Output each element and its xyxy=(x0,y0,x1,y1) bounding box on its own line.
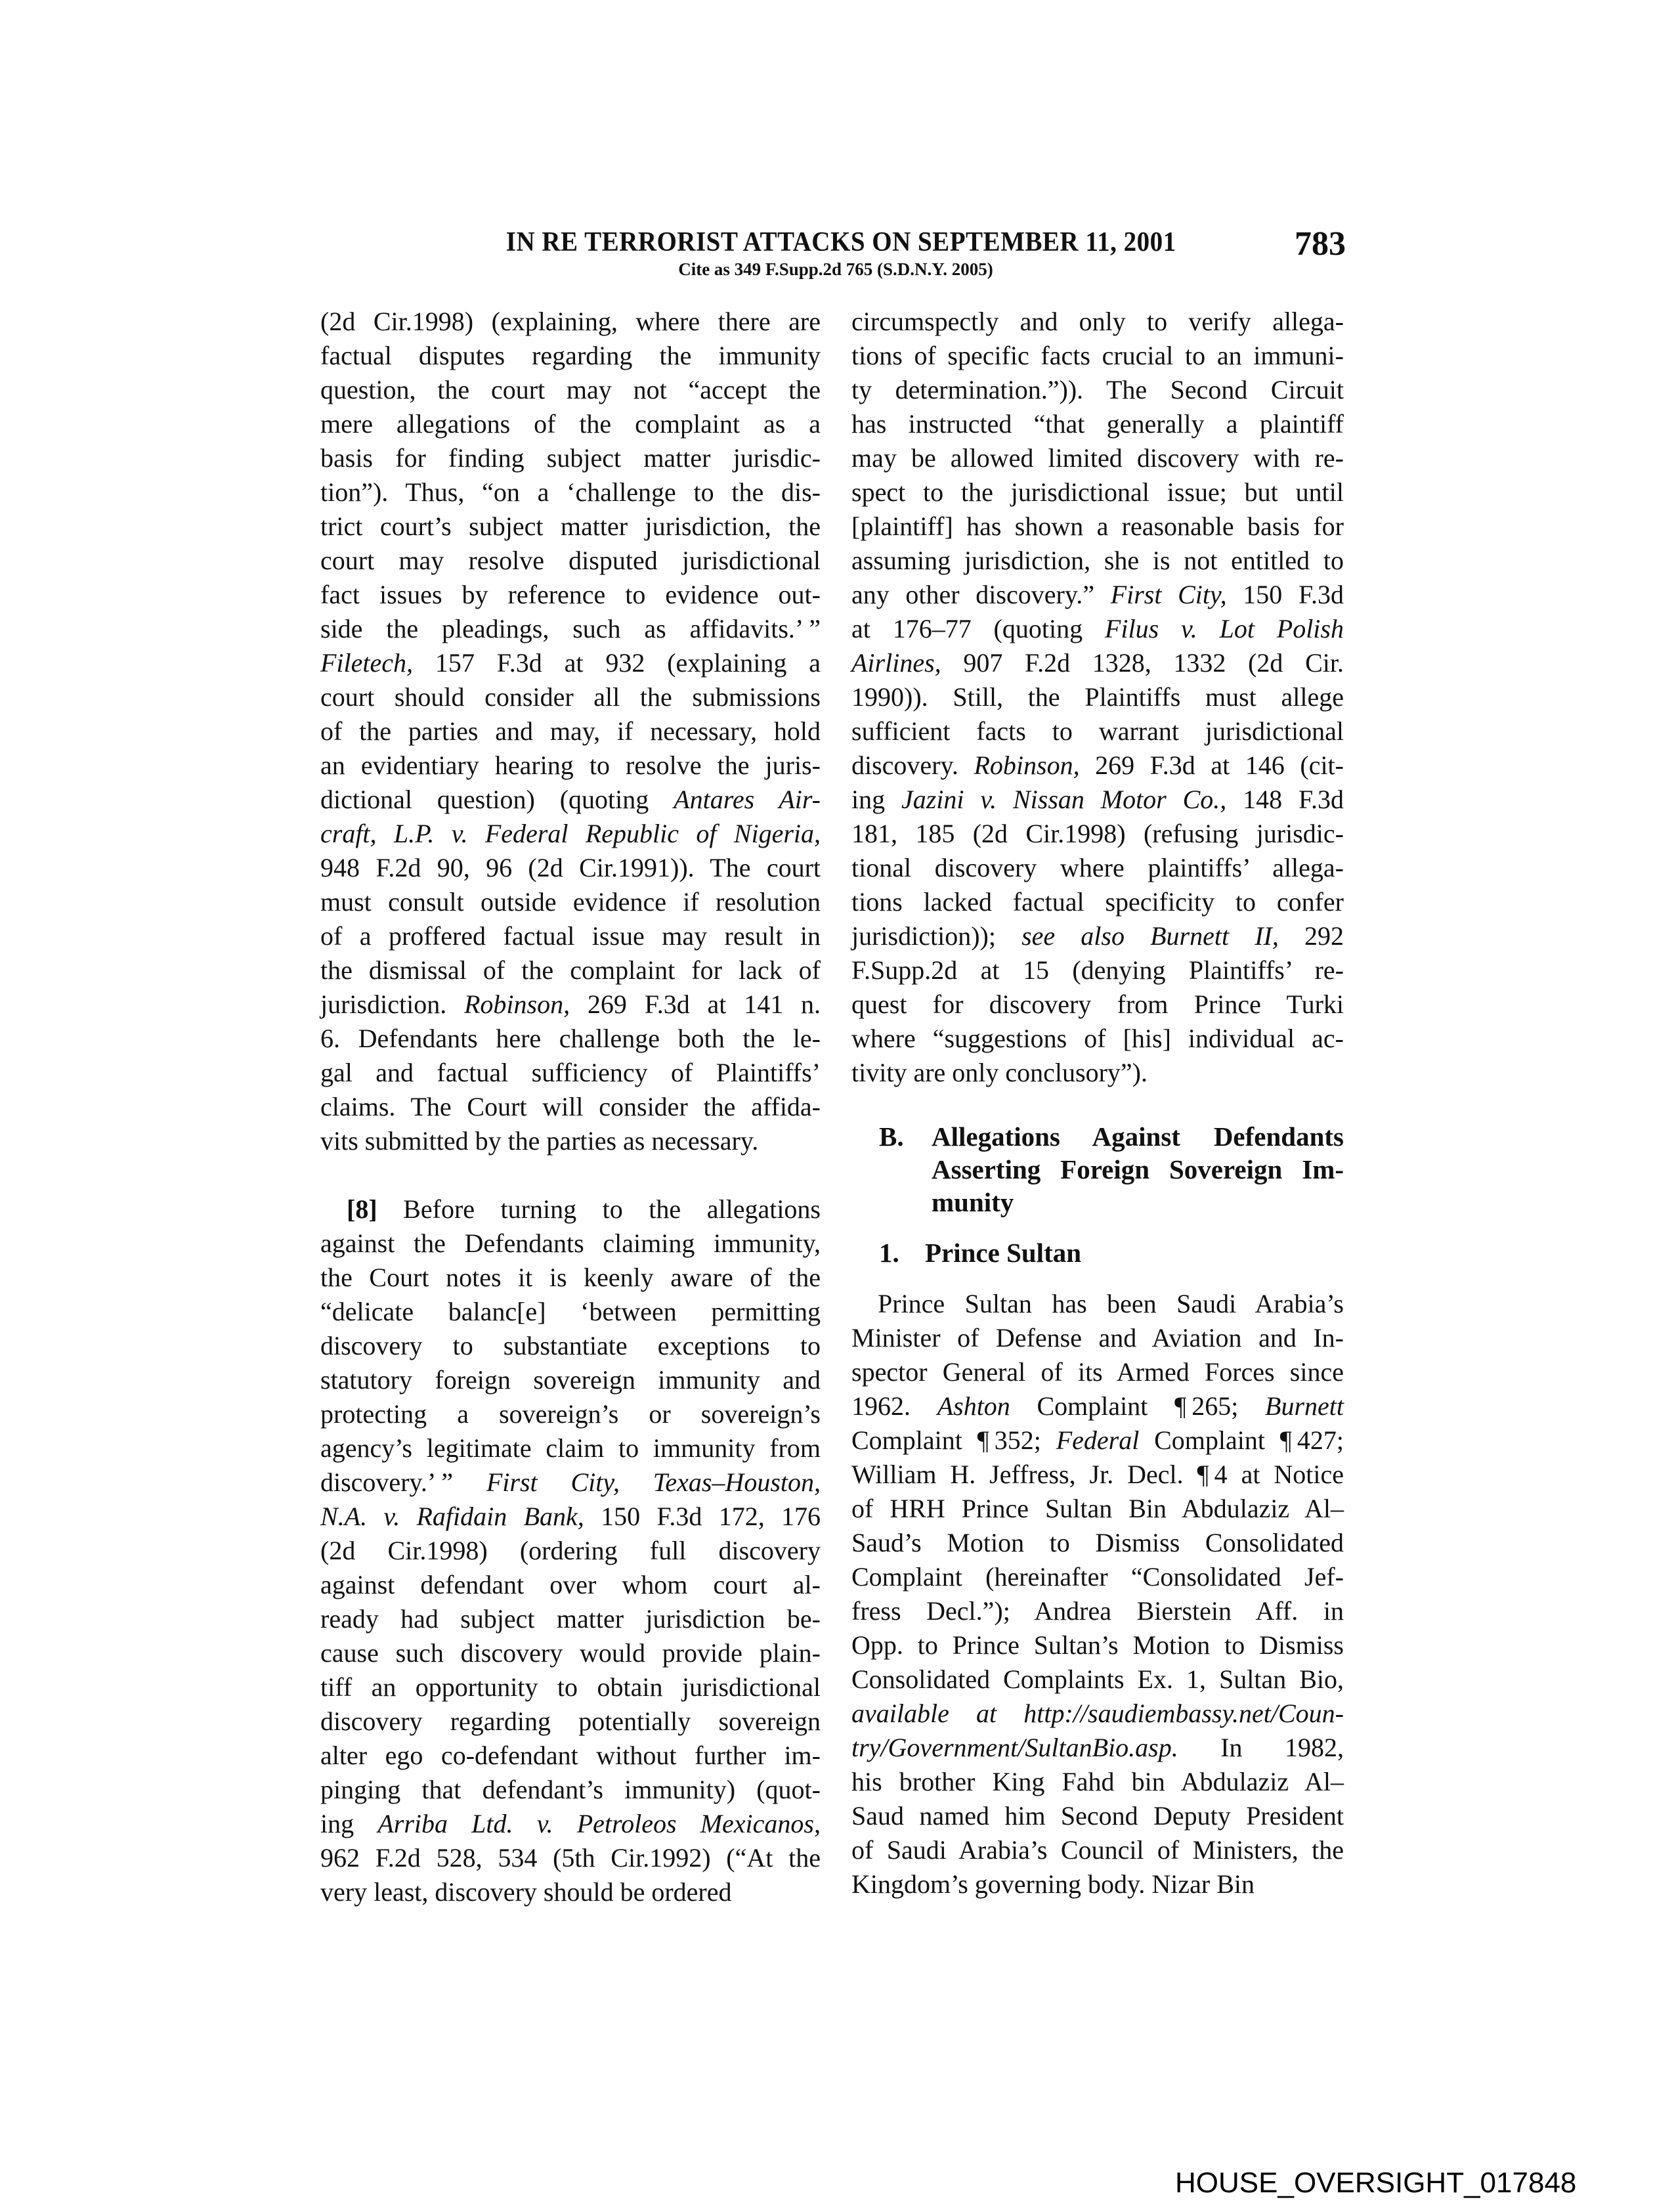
text-line xyxy=(320,1192,821,1226)
case-name: Arriba Ltd. v. Petroleos Mexicanos, xyxy=(377,1809,821,1838)
text-line xyxy=(320,1465,821,1500)
text-line xyxy=(851,646,1344,680)
line-text: has instructed “that generally a plaintiff xyxy=(851,409,1344,439)
case-name: First City, Texas–Houston, xyxy=(486,1467,821,1497)
text-line xyxy=(851,373,1344,407)
text-line xyxy=(320,1056,821,1090)
line-text: F.Supp.2d at 15 (denying Plaintiffs’ re- xyxy=(851,955,1344,985)
line-text: 292 xyxy=(1278,921,1344,951)
line-text: very least, discovery should be ordered xyxy=(320,1877,732,1907)
text-line xyxy=(851,817,1344,851)
text-line xyxy=(320,1670,821,1704)
line-text: court should consider all the submissions xyxy=(320,682,821,712)
section-title xyxy=(851,1120,1344,1219)
line-text: Opp. to Prince Sultan’s Motion to Dismiss xyxy=(851,1630,1344,1660)
line-text: ing xyxy=(851,785,901,814)
line-text: court may resolve disputed jurisdictional xyxy=(320,546,821,575)
left-column xyxy=(320,305,821,1909)
text-line xyxy=(851,1662,1344,1697)
text-line xyxy=(851,783,1344,817)
text-line xyxy=(851,680,1344,714)
line-text: Consolidated Complaints Ex. 1, Sultan Bio, xyxy=(851,1664,1344,1694)
line-text: statutory foreign sovereign immunity and xyxy=(320,1365,821,1395)
section-label: B. xyxy=(879,1121,904,1152)
line-text: against the Defendants claiming immunity, xyxy=(320,1228,821,1258)
line-text: discovery to substantiate exceptions to xyxy=(320,1331,821,1360)
line-text: Minister of Defense and Aviation and In- xyxy=(851,1323,1344,1353)
case-name: First City, xyxy=(1110,580,1227,609)
line-text: 948 F.2d 90, 96 (2d Cir.1991)). The court xyxy=(320,853,821,882)
line-text: 6. Defendants here challenge both the le- xyxy=(320,1024,821,1053)
subsection-label: 1. xyxy=(879,1238,899,1268)
line-text: ing xyxy=(320,1809,378,1838)
line-text: the Court notes it is keenly aware of the xyxy=(320,1263,821,1292)
case-name: Airlines, xyxy=(851,648,941,678)
text-line xyxy=(320,1295,821,1329)
text-line xyxy=(851,1321,1344,1355)
line-text: [plaintiff] has shown a reasonable basis for xyxy=(851,511,1344,541)
paragraph xyxy=(320,1192,821,1909)
line-text: claims. The Court will consider the affida- xyxy=(320,1092,821,1121)
line-text: dictional question) (quoting xyxy=(320,785,674,814)
running-head xyxy=(481,226,1190,280)
line-text: mere allegations of the complaint as a xyxy=(320,409,821,439)
line-text: (2d Cir.1998) (explaining, where there are xyxy=(320,307,821,336)
text-line xyxy=(320,885,821,919)
line-text: 157 F.3d at 932 (explaining a xyxy=(413,648,821,678)
line-text: question, the court may not “accept the xyxy=(320,375,821,404)
text-line xyxy=(320,1022,821,1056)
text-line xyxy=(851,1458,1344,1492)
text-line xyxy=(851,578,1344,612)
line-text: of a proffered factual issue may result in xyxy=(320,921,821,951)
case-name: Burnett xyxy=(1265,1391,1344,1421)
line-text: protecting a sovereign’s or sovereign’s xyxy=(320,1399,821,1429)
text-line xyxy=(851,544,1344,578)
line-text: may be allowed limited discovery with re- xyxy=(851,443,1344,473)
text-line xyxy=(851,953,1344,987)
line-text: 907 F.2d 1328, 1332 (2d Cir. xyxy=(941,648,1344,678)
line-text: of Saudi Arabia’s Council of Ministers, the xyxy=(851,1835,1344,1865)
line-text: 962 F.2d 528, 534 (5th Cir.1992) (“At the xyxy=(320,1843,821,1873)
line-text: sufficient facts to warrant jurisdictional xyxy=(851,716,1344,746)
case-name: N.A. v. Rafidain Bank, xyxy=(320,1502,584,1531)
line-text: Complaint ¶ 265; xyxy=(1010,1391,1266,1421)
section-title-line: munity xyxy=(932,1187,1014,1217)
headnote-marker: [8] xyxy=(347,1194,377,1224)
text-line xyxy=(320,510,821,544)
text-line xyxy=(851,1355,1344,1389)
case-title: IN RE TERRORIST ATTACKS ON SEPTEMBER 11, 2001 xyxy=(505,227,1176,257)
text-line xyxy=(851,1423,1344,1458)
text-line xyxy=(320,1773,821,1807)
text-line xyxy=(320,919,821,953)
line-text: an evidentiary hearing to resolve the juris- xyxy=(320,750,821,780)
line-text: spect to the jurisdictional issue; but until xyxy=(851,477,1344,507)
line-text: fress Decl.”); Andrea Bierstein Aff. in xyxy=(851,1596,1344,1626)
case-name: Filetech, xyxy=(320,648,414,678)
text-line xyxy=(320,748,821,783)
line-text: 269 F.3d at 141 n. xyxy=(570,989,821,1019)
text-line xyxy=(320,339,821,373)
case-name: craft, L.P. v. Federal Republic of Nigeria, xyxy=(320,819,821,848)
line-text: of HRH Prince Sultan Bin Abdulaziz Al– xyxy=(851,1494,1344,1523)
section-title-line: Allegations Against Defendants xyxy=(932,1121,1344,1152)
line-text: tivity are only conclusory”). xyxy=(851,1058,1148,1087)
text-line xyxy=(320,1500,821,1534)
text-line xyxy=(320,544,821,578)
section-heading xyxy=(851,1120,1344,1219)
text-line xyxy=(851,1022,1344,1056)
line-text: spector General of its Armed Forces since xyxy=(851,1357,1344,1387)
text-line xyxy=(320,1261,821,1295)
line-text: Prince Sultan has been Saudi Arabia’s xyxy=(878,1289,1344,1318)
line-text: any other discovery.” xyxy=(851,580,1111,609)
text-line xyxy=(851,1492,1344,1526)
text-line xyxy=(320,1704,821,1739)
line-text: vits submitted by the parties as necessary. xyxy=(320,1126,759,1156)
text-line xyxy=(851,1560,1344,1594)
line-text: must consult outside evidence if resolution xyxy=(320,887,821,917)
text-line xyxy=(320,441,821,475)
text-line xyxy=(851,305,1344,339)
line-text: tion”). Thus, “on a ‘challenge to the dis- xyxy=(320,477,821,507)
line-text: cause such discovery would provide plain- xyxy=(320,1638,821,1668)
line-text: (2d Cir.1998) (ordering full discovery xyxy=(320,1536,821,1565)
text-line xyxy=(320,680,821,714)
case-name: Federal xyxy=(1056,1425,1140,1455)
text-line xyxy=(320,1841,821,1875)
text-line xyxy=(320,817,821,851)
line-text: of the parties and may, if necessary, hold xyxy=(320,716,821,746)
text-line xyxy=(851,1594,1344,1628)
paragraph xyxy=(851,1287,1344,1901)
line-text: 1990)). Still, the Plaintiffs must allege xyxy=(851,682,1344,712)
text-line xyxy=(851,1867,1344,1901)
case-name: Jazini v. Nissan Motor Co., xyxy=(901,785,1227,814)
text-line xyxy=(851,339,1344,373)
line-text: “delicate balanc[e] ‘between permitting xyxy=(320,1297,821,1326)
text-line xyxy=(851,1833,1344,1867)
text-line xyxy=(320,407,821,441)
text-line xyxy=(320,305,821,339)
line-text: circumspectly and only to verify allega- xyxy=(851,307,1344,336)
text-line xyxy=(320,1602,821,1636)
text-line xyxy=(320,578,821,612)
line-text: Saud’s Motion to Dismiss Consolidated xyxy=(851,1528,1344,1557)
text-line xyxy=(851,748,1344,783)
case-name: see also Burnett II, xyxy=(1021,921,1279,951)
text-line xyxy=(320,1739,821,1773)
line-text: discovery regarding potentially sovereign xyxy=(320,1706,821,1736)
line-text: 148 F.3d xyxy=(1226,785,1344,814)
line-text: jurisdiction)); xyxy=(851,921,1022,951)
line-text: Saud named him Second Deputy President xyxy=(851,1801,1344,1831)
line-text: ty determination.”)). The Second Circuit xyxy=(851,375,1344,404)
line-text: agency’s legitimate claim to immunity from xyxy=(320,1433,821,1463)
line-text: basis for finding subject matter jurisdic- xyxy=(320,443,821,473)
case-name: available at http://saudiembassy.net/Coun- xyxy=(851,1699,1344,1728)
line-text: tiff an opportunity to obtain jurisdictional xyxy=(320,1672,821,1702)
text-line xyxy=(320,646,821,680)
text-line xyxy=(851,612,1344,646)
text-line xyxy=(851,1799,1344,1833)
text-line xyxy=(320,1090,821,1124)
text-line xyxy=(320,783,821,817)
section-title-line: Asserting Foreign Sovereign Im- xyxy=(932,1154,1344,1184)
case-name: Robinson, xyxy=(464,989,570,1019)
paragraph-gap xyxy=(320,1158,821,1192)
line-text: trict court’s subject matter jurisdiction, the xyxy=(320,511,821,541)
text-line xyxy=(851,851,1344,885)
text-line xyxy=(851,1389,1344,1423)
text-line xyxy=(320,1363,821,1397)
case-name: Ashton xyxy=(937,1391,1010,1421)
text-line xyxy=(320,373,821,407)
text-line xyxy=(320,1807,821,1841)
text-line xyxy=(851,441,1344,475)
text-line xyxy=(851,1697,1344,1731)
text-line xyxy=(851,714,1344,748)
paragraph xyxy=(851,305,1344,1090)
line-text: tions lacked factual specificity to confer xyxy=(851,887,1344,917)
line-text: tional discovery where plaintiffs’ allega- xyxy=(851,853,1344,882)
text-line xyxy=(320,987,821,1022)
line-text: 181, 185 (2d Cir.1998) (refusing jurisdic- xyxy=(851,819,1344,848)
line-text: Kingdom’s governing body. Nizar Bin xyxy=(851,1869,1255,1899)
text-line xyxy=(320,1226,821,1261)
text-line xyxy=(320,1636,821,1670)
line-text: alter ego co-defendant without further im- xyxy=(320,1741,821,1770)
subsection-heading xyxy=(851,1236,1344,1270)
line-text: assuming jurisdiction, she is not entitled to xyxy=(851,546,1344,575)
paragraph xyxy=(320,305,821,1158)
line-text: gal and factual sufficiency of Plaintiffs’ xyxy=(320,1058,821,1087)
line-text: Complaint ¶ 427; xyxy=(1139,1425,1344,1455)
text-line xyxy=(851,1731,1344,1765)
text-line xyxy=(320,612,821,646)
line-text: quest for discovery from Prince Turki xyxy=(851,989,1344,1019)
text-line xyxy=(851,919,1344,953)
line-text: at 176–77 (quoting xyxy=(851,614,1105,643)
line-text: 1962. xyxy=(851,1391,937,1421)
text-line xyxy=(320,714,821,748)
line-text: the dismissal of the complaint for lack of xyxy=(320,955,821,985)
right-column xyxy=(851,305,1344,1901)
text-line xyxy=(320,1431,821,1465)
text-line xyxy=(320,1875,821,1909)
paragraph-gap xyxy=(851,1090,1344,1120)
line-text: pinging that defendant’s immunity) (quot- xyxy=(320,1775,821,1804)
subsection-title: Prince Sultan xyxy=(925,1238,1082,1268)
line-text: discovery.’ ” xyxy=(320,1467,486,1497)
text-line xyxy=(851,885,1344,919)
case-citation: Cite as 349 F.Supp.2d 765 (S.D.N.Y. 2005) xyxy=(678,259,993,279)
line-text: ready had subject matter jurisdiction be- xyxy=(320,1604,821,1634)
text-line xyxy=(851,407,1344,441)
text-line xyxy=(851,1056,1344,1090)
line-text: Complaint (hereinafter “Consolidated Jef- xyxy=(851,1562,1344,1592)
text-line xyxy=(320,1397,821,1431)
text-line xyxy=(320,1568,821,1602)
line-text: jurisdiction. xyxy=(320,989,464,1019)
bates-number: HOUSE_OVERSIGHT_017848 xyxy=(1175,2167,1577,2199)
text-line xyxy=(320,1329,821,1363)
case-name: Filus v. Lot Polish xyxy=(1104,614,1344,643)
line-text: side the pleadings, such as affidavits.’ ” xyxy=(320,614,821,643)
line-text: Before turning to the allegations xyxy=(377,1194,821,1224)
line-text: where “suggestions of [his] individual ac- xyxy=(851,1024,1344,1053)
line-text: 150 F.3d xyxy=(1226,580,1344,609)
line-text: William H. Jeffress, Jr. Decl. ¶ 4 at Notice xyxy=(851,1460,1344,1489)
text-line xyxy=(851,1628,1344,1662)
text-line xyxy=(320,1124,821,1158)
text-line xyxy=(851,1765,1344,1799)
case-name: Antares Air- xyxy=(674,785,821,814)
text-line xyxy=(851,1287,1344,1321)
line-text: 269 F.3d at 146 (cit- xyxy=(1079,750,1344,780)
text-line xyxy=(851,987,1344,1022)
text-line xyxy=(851,475,1344,510)
line-text: 150 F.3d 172, 176 xyxy=(584,1502,821,1531)
line-text: factual disputes regarding the immunity xyxy=(320,341,821,370)
text-line xyxy=(851,1526,1344,1560)
text-line xyxy=(320,953,821,987)
page-number: 783 xyxy=(1295,225,1346,263)
line-text: discovery. xyxy=(851,750,974,780)
line-text: In 1982, xyxy=(1178,1733,1344,1762)
text-line xyxy=(320,1534,821,1568)
line-text: Complaint ¶ 352; xyxy=(851,1425,1056,1455)
text-line xyxy=(320,475,821,510)
text-line xyxy=(320,851,821,885)
case-name: try/Government/SultanBio.asp. xyxy=(851,1733,1178,1762)
case-name: Robinson, xyxy=(974,750,1080,780)
line-text: his brother King Fahd bin Abdulaziz Al– xyxy=(851,1767,1344,1796)
line-text: against defendant over whom court al- xyxy=(320,1570,821,1599)
line-text: fact issues by reference to evidence out- xyxy=(320,580,821,609)
line-text: tions of specific facts crucial to an immuni- xyxy=(851,341,1344,370)
text-line xyxy=(851,510,1344,544)
